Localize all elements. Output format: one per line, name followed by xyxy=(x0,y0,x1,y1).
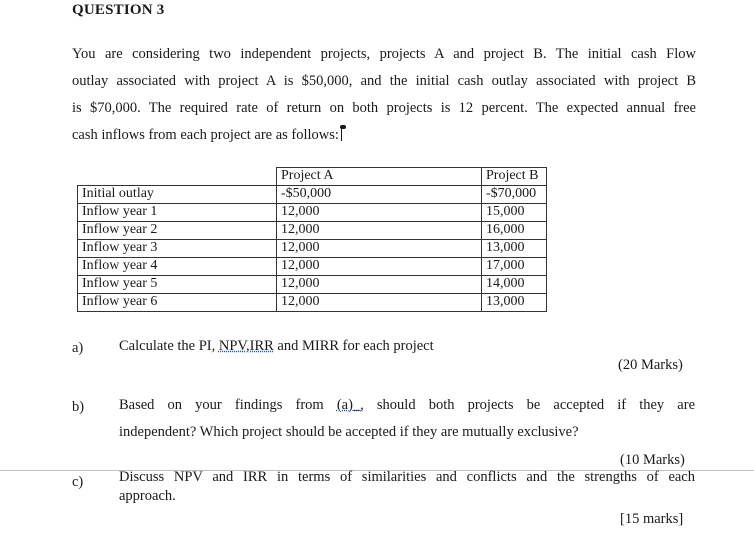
row-label: Inflow year 1 xyxy=(78,204,277,222)
table-row xyxy=(78,240,547,258)
project-b-value: 17,000 xyxy=(482,258,547,276)
intro-line: You are considering two independent projects, projects A and project B. The initial cash Flow xyxy=(72,46,696,62)
table-row xyxy=(78,186,547,204)
table-header-row xyxy=(78,168,547,186)
intro-paragraph xyxy=(72,41,696,149)
part-a-letter: a) xyxy=(72,340,84,356)
project-a-value: 12,000 xyxy=(277,222,482,240)
row-label: Inflow year 2 xyxy=(78,222,277,240)
text-cursor-icon xyxy=(341,126,342,141)
part-c-text xyxy=(119,468,695,506)
project-b-value: 13,000 xyxy=(482,240,547,258)
project-a-value: 12,000 xyxy=(277,204,482,222)
part-b-text xyxy=(119,392,695,446)
project-b-value: -$70,000 xyxy=(482,186,547,204)
part-b-spellcheck-phrase: (a)_, xyxy=(336,397,364,413)
part-b-line1-start: Based on your findings from xyxy=(119,397,337,413)
project-b-value: 16,000 xyxy=(482,222,547,240)
part-b-line1-end: should both projects be accepted if they are xyxy=(363,397,696,413)
part-b-letter: b) xyxy=(72,399,85,415)
table-corner-cell xyxy=(78,168,277,186)
question-heading: QUESTION 3 xyxy=(72,2,165,18)
project-b-value: 15,000 xyxy=(482,204,547,222)
part-a-text-start: Calculate the PI, xyxy=(119,338,219,354)
row-label: Inflow year 5 xyxy=(78,276,277,294)
row-label: Inflow year 3 xyxy=(78,240,277,258)
table-row xyxy=(78,276,547,294)
table-row xyxy=(78,294,547,312)
part-b-marks: (10 Marks) xyxy=(620,452,685,468)
part-b-line: independent? Which project should be accepted if they are mutually exclusive? xyxy=(119,424,579,440)
table-row xyxy=(78,204,547,222)
column-header-project-a: Project A xyxy=(277,168,482,186)
part-c-marks: [15 marks] xyxy=(620,511,684,527)
intro-line: is $70,000. The required rate of return on both projects is 12 percent. The expected annual free xyxy=(72,100,696,116)
project-a-value: 12,000 xyxy=(277,258,482,276)
project-a-value: 12,000 xyxy=(277,294,482,312)
intro-line-text: cash inflows from each project are as follows: xyxy=(72,127,339,143)
part-a-marks: (20 Marks) xyxy=(618,357,683,373)
part-c-letter: c) xyxy=(72,474,84,490)
project-a-value: 12,000 xyxy=(277,276,482,294)
table-row xyxy=(78,222,547,240)
part-c-line: Discuss NPV and IRR in terms of similarities and conflicts and the strengths of each xyxy=(119,469,695,485)
project-a-value: -$50,000 xyxy=(277,186,482,204)
part-c-line: approach. xyxy=(119,488,176,504)
project-b-value: 13,000 xyxy=(482,294,547,312)
row-label: Initial outlay xyxy=(78,186,277,204)
part-a-spellcheck-phrase: NPV,IRR xyxy=(218,338,274,354)
part-b-line xyxy=(119,392,695,419)
intro-line: outlay associated with project A is $50,000, and the initial cash outlay associated with project B xyxy=(72,73,696,89)
part-a-text-end: and MIRR for each project xyxy=(273,338,434,354)
column-header-project-b: Project B xyxy=(482,168,547,186)
project-a-value: 12,000 xyxy=(277,240,482,258)
intro-line xyxy=(72,122,696,149)
row-label: Inflow year 4 xyxy=(78,258,277,276)
table-row xyxy=(78,258,547,276)
cash-flow-table xyxy=(77,167,547,312)
part-a-text xyxy=(119,333,434,360)
row-label: Inflow year 6 xyxy=(78,294,277,312)
project-b-value: 14,000 xyxy=(482,276,547,294)
